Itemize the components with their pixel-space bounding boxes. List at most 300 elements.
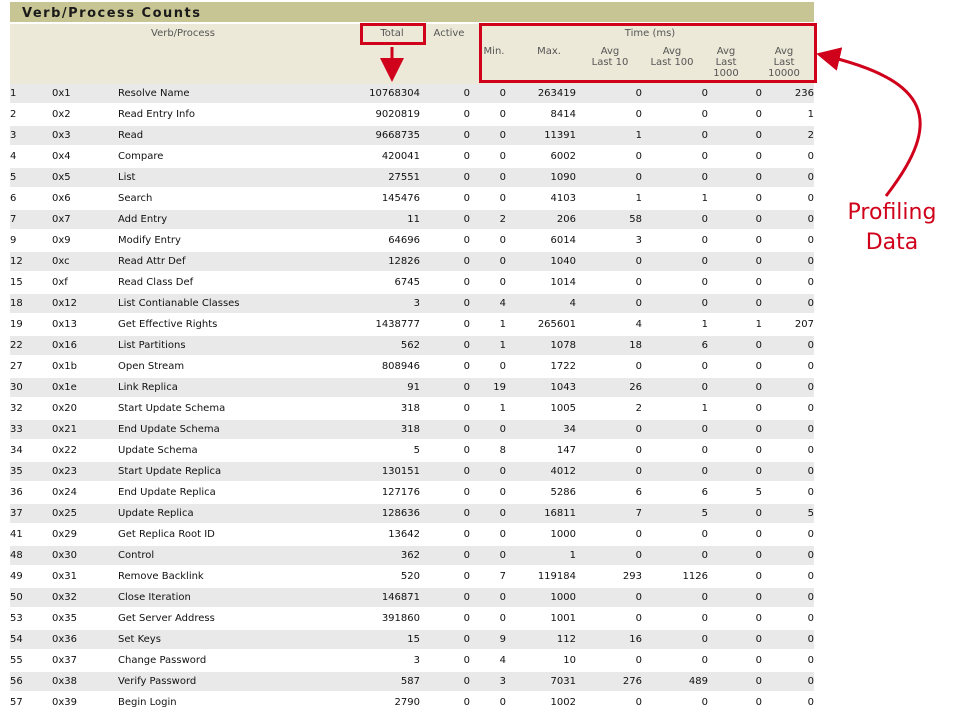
row-avg-10: 1: [576, 188, 642, 209]
row-avg-10: 0: [576, 146, 642, 167]
row-avg-1000: 0: [708, 503, 762, 524]
row-code: 0x6: [52, 188, 118, 209]
table-row: [10, 272, 814, 293]
row-code: 0x37: [52, 650, 118, 671]
row-avg-10000: 0: [762, 629, 814, 650]
panel-title-bar: [10, 2, 814, 22]
row-verb-name: Compare: [118, 146, 356, 167]
row-avg-1000: 0: [708, 545, 762, 566]
row-active: 0: [420, 125, 470, 146]
table-row: [10, 587, 814, 608]
row-min: 0: [470, 272, 506, 293]
row-avg-100: 1: [642, 398, 708, 419]
row-code: 0x30: [52, 545, 118, 566]
table-row: [10, 440, 814, 461]
row-verb-name: Update Schema: [118, 440, 356, 461]
row-total: 362: [356, 545, 420, 566]
row-max: 1000: [506, 524, 576, 545]
row-total: 13642: [356, 524, 420, 545]
row-min: 0: [470, 125, 506, 146]
row-code: 0x1e: [52, 377, 118, 398]
row-avg-10: 3: [576, 230, 642, 251]
row-verb-name: Read Class Def: [118, 272, 356, 293]
row-verb-name: Verify Password: [118, 671, 356, 692]
row-total: 9020819: [356, 104, 420, 125]
row-avg-1000: 0: [708, 524, 762, 545]
header-avg-last-100: Avg Last 100: [650, 46, 694, 68]
row-avg-10000: 0: [762, 419, 814, 440]
row-max: 1: [506, 545, 576, 566]
row-avg-100: 0: [642, 440, 708, 461]
row-min: 0: [470, 545, 506, 566]
row-avg-1000: 0: [708, 629, 762, 650]
row-avg-100: 0: [642, 293, 708, 314]
row-avg-10000: 0: [762, 356, 814, 377]
row-avg-10000: 5: [762, 503, 814, 524]
row-max: 6002: [506, 146, 576, 167]
row-total: 318: [356, 419, 420, 440]
row-id: 7: [10, 209, 52, 230]
row-id: 19: [10, 314, 52, 335]
row-max: 10: [506, 650, 576, 671]
row-total: 562: [356, 335, 420, 356]
row-verb-name: Update Replica: [118, 503, 356, 524]
row-total: 146871: [356, 587, 420, 608]
row-code: 0x38: [52, 671, 118, 692]
table-body: [10, 84, 814, 713]
table-row: [10, 524, 814, 545]
row-max: 1002: [506, 692, 576, 713]
row-code: 0x20: [52, 398, 118, 419]
row-avg-10: 293: [576, 566, 642, 587]
row-active: 0: [420, 419, 470, 440]
row-verb-name: List: [118, 167, 356, 188]
row-code: 0x13: [52, 314, 118, 335]
row-id: 49: [10, 566, 52, 587]
row-max: 7031: [506, 671, 576, 692]
row-id: 41: [10, 524, 52, 545]
row-avg-1000: 0: [708, 272, 762, 293]
row-id: 34: [10, 440, 52, 461]
row-max: 147: [506, 440, 576, 461]
row-avg-10: 0: [576, 692, 642, 713]
row-min: 4: [470, 293, 506, 314]
row-avg-100: 0: [642, 629, 708, 650]
row-min: 0: [470, 503, 506, 524]
row-code: 0xc: [52, 251, 118, 272]
row-max: 1040: [506, 251, 576, 272]
row-max: 4: [506, 293, 576, 314]
row-avg-10: 0: [576, 251, 642, 272]
row-avg-10: 0: [576, 545, 642, 566]
row-min: 4: [470, 650, 506, 671]
row-active: 0: [420, 671, 470, 692]
row-max: 1722: [506, 356, 576, 377]
row-verb-name: Link Replica: [118, 377, 356, 398]
row-code: 0x36: [52, 629, 118, 650]
row-avg-1000: 0: [708, 125, 762, 146]
header-time-group: Time (ms): [624, 28, 676, 39]
row-avg-100: 0: [642, 104, 708, 125]
table-row: [10, 335, 814, 356]
row-active: 0: [420, 230, 470, 251]
row-code: 0x24: [52, 482, 118, 503]
row-code: 0x3: [52, 125, 118, 146]
row-code: 0xf: [52, 272, 118, 293]
row-active: 0: [420, 104, 470, 125]
row-verb-name: Get Effective Rights: [118, 314, 356, 335]
row-avg-10000: 0: [762, 482, 814, 503]
table-row: [10, 84, 814, 104]
row-verb-name: Start Update Replica: [118, 461, 356, 482]
row-avg-10: 7: [576, 503, 642, 524]
row-avg-1000: 0: [708, 230, 762, 251]
row-active: 0: [420, 524, 470, 545]
row-avg-10000: 0: [762, 524, 814, 545]
time-highlight-box: [479, 23, 817, 83]
row-avg-1000: 0: [708, 335, 762, 356]
row-id: 12: [10, 251, 52, 272]
row-avg-10000: 0: [762, 671, 814, 692]
row-avg-100: 0: [642, 692, 708, 713]
row-total: 12826: [356, 251, 420, 272]
row-active: 0: [420, 587, 470, 608]
row-avg-10000: 0: [762, 566, 814, 587]
row-max: 16811: [506, 503, 576, 524]
row-id: 4: [10, 146, 52, 167]
row-id: 35: [10, 461, 52, 482]
row-min: 7: [470, 566, 506, 587]
total-highlight-box: [360, 23, 426, 45]
row-verb-name: Change Password: [118, 650, 356, 671]
row-min: 0: [470, 482, 506, 503]
row-active: 0: [420, 335, 470, 356]
row-verb-name: Modify Entry: [118, 230, 356, 251]
row-avg-10000: 0: [762, 335, 814, 356]
row-avg-1000: 0: [708, 167, 762, 188]
header-verb-process: Verb/Process: [151, 28, 215, 39]
table-row: [10, 293, 814, 314]
row-min: 0: [470, 104, 506, 125]
row-verb-name: Close Iteration: [118, 587, 356, 608]
row-max: 119184: [506, 566, 576, 587]
row-id: 3: [10, 125, 52, 146]
header-max: Max.: [537, 46, 561, 57]
row-total: 128636: [356, 503, 420, 524]
row-total: 5: [356, 440, 420, 461]
table-row: [10, 608, 814, 629]
row-avg-1000: 0: [708, 566, 762, 587]
row-avg-10: 0: [576, 356, 642, 377]
row-total: 27551: [356, 167, 420, 188]
row-avg-10: 0: [576, 272, 642, 293]
row-avg-100: 489: [642, 671, 708, 692]
row-verb-name: Add Entry: [118, 209, 356, 230]
row-verb-name: List Partitions: [118, 335, 356, 356]
row-id: 27: [10, 356, 52, 377]
row-total: 127176: [356, 482, 420, 503]
row-avg-10: 0: [576, 84, 642, 104]
row-active: 0: [420, 356, 470, 377]
row-avg-1000: 0: [708, 356, 762, 377]
row-max: 1005: [506, 398, 576, 419]
row-id: 53: [10, 608, 52, 629]
profiling-curved-arrow: [822, 55, 920, 196]
row-id: 54: [10, 629, 52, 650]
row-avg-10000: 0: [762, 650, 814, 671]
row-avg-10000: 0: [762, 587, 814, 608]
row-min: 0: [470, 524, 506, 545]
row-max: 1078: [506, 335, 576, 356]
row-avg-100: 0: [642, 125, 708, 146]
row-avg-1000: 0: [708, 84, 762, 104]
row-code: 0x12: [52, 293, 118, 314]
row-avg-1000: 0: [708, 398, 762, 419]
row-avg-100: 5: [642, 503, 708, 524]
row-active: 0: [420, 398, 470, 419]
row-min: 9: [470, 629, 506, 650]
row-avg-10: 0: [576, 650, 642, 671]
row-avg-10000: 0: [762, 293, 814, 314]
row-total: 420041: [356, 146, 420, 167]
row-avg-100: 1126: [642, 566, 708, 587]
row-id: 1: [10, 84, 52, 104]
row-max: 5286: [506, 482, 576, 503]
row-verb-name: Get Server Address: [118, 608, 356, 629]
row-avg-10000: 0: [762, 461, 814, 482]
row-id: 2: [10, 104, 52, 125]
row-code: 0x4: [52, 146, 118, 167]
row-avg-1000: 0: [708, 188, 762, 209]
row-id: 56: [10, 671, 52, 692]
row-code: 0x29: [52, 524, 118, 545]
row-code: 0x9: [52, 230, 118, 251]
table-row: [10, 566, 814, 587]
row-avg-1000: 0: [708, 440, 762, 461]
row-max: 4012: [506, 461, 576, 482]
row-min: 0: [470, 608, 506, 629]
row-avg-10: 58: [576, 209, 642, 230]
row-verb-name: Resolve Name: [118, 84, 356, 104]
row-max: 34: [506, 419, 576, 440]
row-total: 6745: [356, 272, 420, 293]
table-row: [10, 482, 814, 503]
row-avg-1000: 0: [708, 461, 762, 482]
row-avg-1000: 0: [708, 587, 762, 608]
row-max: 265601: [506, 314, 576, 335]
row-avg-100: 0: [642, 650, 708, 671]
row-id: 37: [10, 503, 52, 524]
row-code: 0x25: [52, 503, 118, 524]
table-row: [10, 461, 814, 482]
row-avg-1000: 0: [708, 251, 762, 272]
row-avg-10000: 0: [762, 188, 814, 209]
panel-title: Verb/Process Counts: [22, 6, 202, 21]
row-max: 1000: [506, 587, 576, 608]
row-avg-10: 0: [576, 419, 642, 440]
row-min: 1: [470, 398, 506, 419]
row-verb-name: Read Entry Info: [118, 104, 356, 125]
row-verb-name: Read: [118, 125, 356, 146]
row-id: 50: [10, 587, 52, 608]
row-avg-100: 0: [642, 84, 708, 104]
row-avg-10000: 0: [762, 167, 814, 188]
row-min: 0: [470, 230, 506, 251]
row-total: 91: [356, 377, 420, 398]
row-verb-name: Open Stream: [118, 356, 356, 377]
row-id: 32: [10, 398, 52, 419]
row-avg-1000: 0: [708, 293, 762, 314]
row-total: 587: [356, 671, 420, 692]
row-avg-10: 0: [576, 461, 642, 482]
row-id: 15: [10, 272, 52, 293]
header-avg-last-10: Avg Last 10: [591, 46, 629, 68]
row-verb-name: Control: [118, 545, 356, 566]
row-avg-100: 0: [642, 377, 708, 398]
table-row: [10, 503, 814, 524]
table-row: [10, 314, 814, 335]
table-row: [10, 209, 814, 230]
row-min: 0: [470, 251, 506, 272]
row-verb-name: Begin Login: [118, 692, 356, 713]
row-avg-10: 16: [576, 629, 642, 650]
row-id: 48: [10, 545, 52, 566]
row-avg-10: 276: [576, 671, 642, 692]
row-active: 0: [420, 251, 470, 272]
row-avg-10: 0: [576, 524, 642, 545]
row-avg-10000: 0: [762, 608, 814, 629]
row-code: 0x23: [52, 461, 118, 482]
row-code: 0x1b: [52, 356, 118, 377]
verb-process-table: [10, 84, 814, 714]
table-row: [10, 356, 814, 377]
row-avg-100: 0: [642, 272, 708, 293]
row-avg-10: 26: [576, 377, 642, 398]
row-avg-100: 6: [642, 482, 708, 503]
row-avg-100: 1: [642, 314, 708, 335]
row-avg-100: 0: [642, 461, 708, 482]
row-avg-10: 0: [576, 104, 642, 125]
row-avg-10: 6: [576, 482, 642, 503]
row-active: 0: [420, 167, 470, 188]
row-avg-10: 0: [576, 440, 642, 461]
row-min: 0: [470, 692, 506, 713]
row-active: 0: [420, 440, 470, 461]
row-avg-10: 0: [576, 293, 642, 314]
row-min: 0: [470, 84, 506, 104]
row-avg-10000: 1: [762, 104, 814, 125]
row-verb-name: End Update Schema: [118, 419, 356, 440]
row-verb-name: Start Update Schema: [118, 398, 356, 419]
row-min: 0: [470, 461, 506, 482]
row-code: 0x22: [52, 440, 118, 461]
row-min: 0: [470, 167, 506, 188]
row-avg-1000: 0: [708, 650, 762, 671]
row-verb-name: List Contianable Classes: [118, 293, 356, 314]
row-total: 130151: [356, 461, 420, 482]
row-avg-10: 2: [576, 398, 642, 419]
row-total: 520: [356, 566, 420, 587]
row-avg-10: 0: [576, 167, 642, 188]
row-total: 15: [356, 629, 420, 650]
row-min: 2: [470, 209, 506, 230]
row-active: 0: [420, 188, 470, 209]
row-avg-100: 6: [642, 335, 708, 356]
row-avg-100: 0: [642, 251, 708, 272]
row-total: 1438777: [356, 314, 420, 335]
table-row: [10, 545, 814, 566]
row-total: 10768304: [356, 84, 420, 104]
row-avg-10000: 0: [762, 377, 814, 398]
row-total: 11: [356, 209, 420, 230]
row-avg-100: 0: [642, 545, 708, 566]
row-avg-100: 0: [642, 230, 708, 251]
row-avg-10: 18: [576, 335, 642, 356]
row-max: 1090: [506, 167, 576, 188]
row-min: 19: [470, 377, 506, 398]
row-code: 0x39: [52, 692, 118, 713]
row-total: 64696: [356, 230, 420, 251]
row-avg-10: 4: [576, 314, 642, 335]
row-active: 0: [420, 461, 470, 482]
row-avg-10000: 0: [762, 272, 814, 293]
row-avg-10000: 0: [762, 146, 814, 167]
header-min: Min.: [483, 46, 505, 57]
row-verb-name: Get Replica Root ID: [118, 524, 356, 545]
row-avg-10000: 0: [762, 692, 814, 713]
row-verb-name: Search: [118, 188, 356, 209]
row-avg-10000: 0: [762, 398, 814, 419]
row-min: 0: [470, 188, 506, 209]
row-max: 1043: [506, 377, 576, 398]
row-avg-10000: 207: [762, 314, 814, 335]
row-avg-100: 0: [642, 587, 708, 608]
header-active: Active: [433, 28, 465, 39]
row-active: 0: [420, 84, 470, 104]
row-max: 1001: [506, 608, 576, 629]
row-avg-10: 0: [576, 587, 642, 608]
row-avg-10000: 0: [762, 251, 814, 272]
row-avg-100: 0: [642, 167, 708, 188]
table-row: [10, 377, 814, 398]
row-code: 0x35: [52, 608, 118, 629]
row-avg-10000: 0: [762, 545, 814, 566]
row-min: 0: [470, 146, 506, 167]
header-avg-last-10000: Avg Last 10000: [768, 46, 800, 79]
row-max: 11391: [506, 125, 576, 146]
row-code: 0x32: [52, 587, 118, 608]
row-id: 9: [10, 230, 52, 251]
row-min: 0: [470, 356, 506, 377]
row-max: 263419: [506, 84, 576, 104]
row-min: 0: [470, 587, 506, 608]
row-active: 0: [420, 503, 470, 524]
row-avg-10000: 0: [762, 440, 814, 461]
row-avg-10000: 236: [762, 84, 814, 104]
row-id: 22: [10, 335, 52, 356]
row-verb-name: End Update Replica: [118, 482, 356, 503]
row-avg-1000: 0: [708, 146, 762, 167]
row-min: 1: [470, 314, 506, 335]
row-max: 206: [506, 209, 576, 230]
table-row: [10, 125, 814, 146]
row-avg-1000: 0: [708, 104, 762, 125]
row-id: 5: [10, 167, 52, 188]
row-id: 57: [10, 692, 52, 713]
row-avg-10: 0: [576, 608, 642, 629]
row-min: 3: [470, 671, 506, 692]
table-row: [10, 650, 814, 671]
